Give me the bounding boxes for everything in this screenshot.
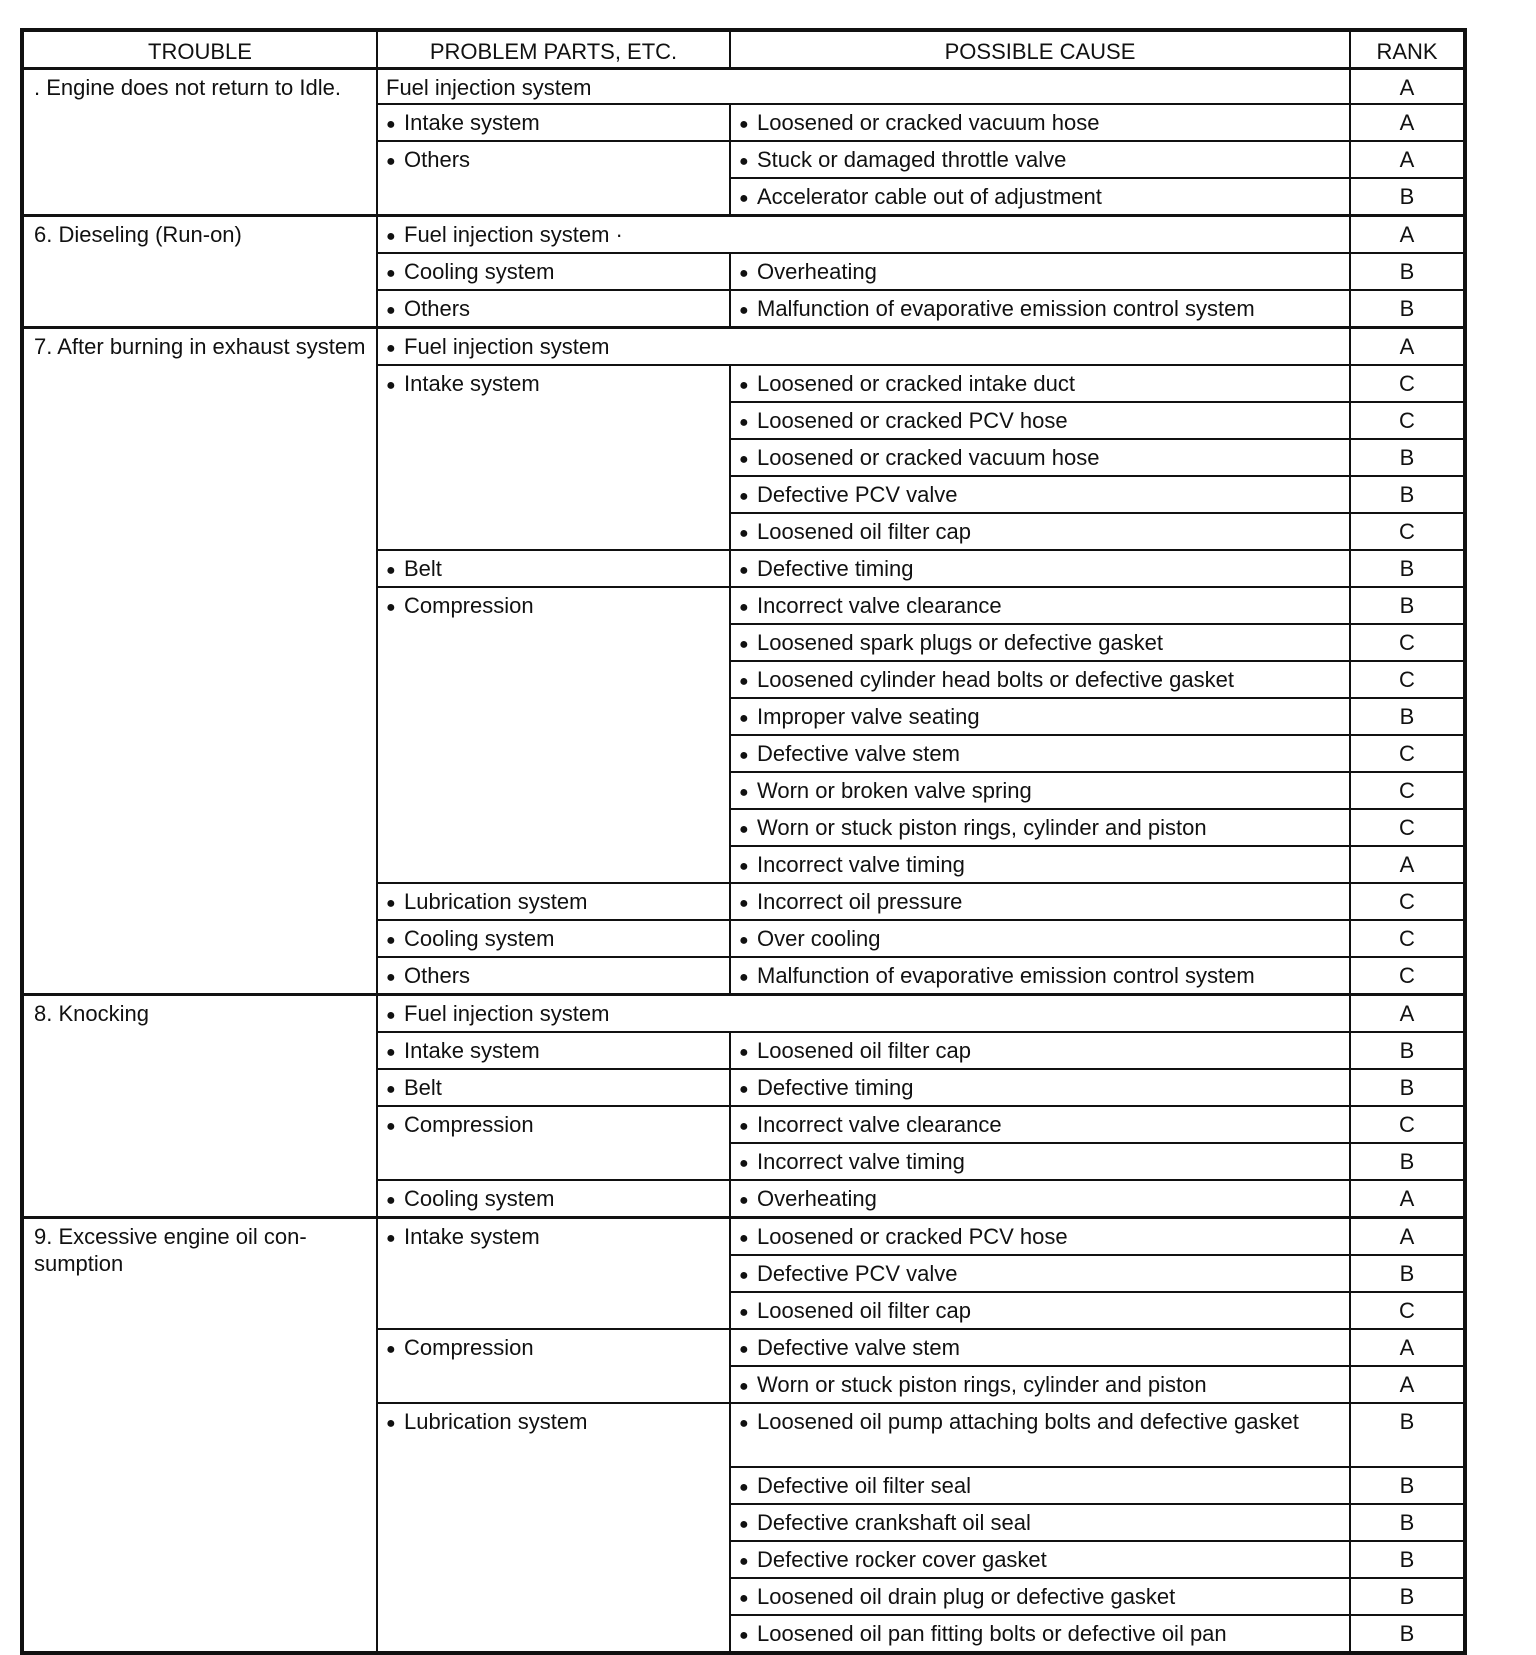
bullet-icon: ●: [739, 710, 749, 727]
rank-cell: C: [1350, 661, 1465, 698]
bullet-icon: ●: [386, 265, 396, 282]
problem-part-cell: [377, 957, 730, 995]
possible-cause-cell: [730, 587, 1350, 624]
rank-cell: C: [1350, 513, 1465, 550]
problem-part-cell: [377, 290, 730, 328]
possible-cause-cell: [730, 920, 1350, 957]
possible-cause-cell: [730, 772, 1350, 809]
possible-cause-cell: [730, 290, 1350, 328]
problem-part-label: Intake system: [404, 371, 540, 396]
problem-part-label: Lubrication system: [404, 1409, 588, 1434]
possible-cause-cell: [730, 1106, 1350, 1143]
possible-cause-cell: [730, 1504, 1350, 1541]
possible-cause-cell: [730, 1069, 1350, 1106]
possible-cause-label: Defective rocker cover gasket: [757, 1547, 1047, 1572]
bullet-icon: ●: [386, 1192, 396, 1209]
possible-cause-cell: [730, 141, 1350, 178]
possible-cause-cell: [730, 550, 1350, 587]
possible-cause-cell: [730, 365, 1350, 402]
rank-cell: B: [1350, 1403, 1465, 1467]
problem-part-cell: [377, 1106, 730, 1180]
problem-part-cell: [377, 1180, 730, 1218]
bullet-icon: ●: [739, 636, 749, 653]
rank-cell: B: [1350, 1143, 1465, 1180]
bullet-icon: ●: [739, 932, 749, 949]
possible-cause-cell: [730, 1467, 1350, 1504]
bullet-icon: ●: [739, 747, 749, 764]
problem-part-label: Compression: [404, 593, 534, 618]
possible-cause-label: Incorrect valve clearance: [757, 593, 1002, 618]
bullet-icon: ●: [386, 228, 396, 245]
problem-part-label: Others: [404, 296, 471, 321]
possible-cause-cell: [730, 735, 1350, 772]
possible-cause-label: Overheating: [757, 1186, 877, 1211]
header-possible-cause: POSSIBLE CAUSE: [730, 30, 1350, 69]
problem-part-label: Fuel injection system: [404, 1001, 610, 1026]
rank-cell: C: [1350, 624, 1465, 661]
possible-cause-cell: [730, 1032, 1350, 1069]
possible-cause-cell: [730, 1366, 1350, 1403]
bullet-icon: ●: [386, 340, 396, 357]
possible-cause-label: Worn or broken valve spring: [757, 778, 1032, 803]
bullet-icon: ●: [739, 1479, 749, 1496]
possible-cause-label: Loosened or cracked vacuum hose: [757, 110, 1100, 135]
possible-cause-cell: [730, 1218, 1350, 1256]
possible-cause-label: Loosened oil drain plug or defective gasket: [757, 1584, 1176, 1609]
problem-part-label: Cooling system: [404, 1186, 555, 1211]
problem-part-cell: [377, 1069, 730, 1106]
bullet-icon: ●: [739, 488, 749, 505]
possible-cause-label: Incorrect oil pressure: [757, 889, 963, 914]
bullet-icon: ●: [739, 265, 749, 282]
possible-cause-label: Loosened oil pump attaching bolts and defective gasket: [757, 1409, 1299, 1434]
rank-cell: A: [1350, 104, 1465, 141]
rank-cell: B: [1350, 476, 1465, 513]
problem-part-label: Others: [404, 963, 471, 988]
bullet-icon: ●: [739, 1590, 749, 1607]
rank-cell: A: [1350, 1366, 1465, 1403]
bullet-icon: ●: [739, 1230, 749, 1247]
rank-cell: A: [1350, 1180, 1465, 1218]
header-problem-parts: PROBLEM PARTS, ETC.: [377, 30, 730, 69]
rank-cell: B: [1350, 1255, 1465, 1292]
possible-cause-cell: [730, 846, 1350, 883]
bullet-icon: ●: [739, 525, 749, 542]
bullet-icon: ●: [739, 673, 749, 690]
problem-part-label: Belt: [404, 556, 442, 581]
bullet-icon: ●: [386, 1230, 396, 1247]
bullet-icon: ●: [739, 1267, 749, 1284]
bullet-icon: ●: [739, 1081, 749, 1098]
problem-part-label: Others: [404, 147, 471, 172]
bullet-icon: ●: [739, 858, 749, 875]
possible-cause-label: Loosened or cracked PCV hose: [757, 1224, 1068, 1249]
bullet-icon: ●: [739, 784, 749, 801]
bullet-icon: ●: [739, 116, 749, 133]
bullet-icon: ●: [739, 969, 749, 986]
header-row: [22, 30, 1465, 69]
possible-cause-cell: [730, 1541, 1350, 1578]
rank-cell: A: [1350, 1329, 1465, 1366]
possible-cause-label: Malfunction of evaporative emission control system: [757, 963, 1255, 988]
bullet-icon: ●: [739, 562, 749, 579]
bullet-icon: ●: [386, 377, 396, 394]
trouble-cell: 7. After burning in exhaust system: [22, 328, 377, 995]
problem-part-cell: [377, 550, 730, 587]
rank-cell: A: [1350, 216, 1465, 254]
rank-cell: C: [1350, 1106, 1465, 1143]
possible-cause-label: Over cooling: [757, 926, 881, 951]
problem-part-label: Compression: [404, 1112, 534, 1137]
possible-cause-label: Defective PCV valve: [757, 1261, 958, 1286]
bullet-icon: ●: [386, 1007, 396, 1024]
table-row: [22, 1218, 1465, 1256]
rank-cell: B: [1350, 587, 1465, 624]
bullet-icon: ●: [386, 302, 396, 319]
rank-cell: B: [1350, 550, 1465, 587]
possible-cause-cell: [730, 661, 1350, 698]
rank-cell: B: [1350, 1615, 1465, 1653]
problem-part-label: Intake system: [404, 1224, 540, 1249]
possible-cause-cell: [730, 1403, 1350, 1467]
header-rank: RANK: [1350, 30, 1465, 69]
bullet-icon: ●: [386, 153, 396, 170]
possible-cause-label: Defective PCV valve: [757, 482, 958, 507]
rank-cell: A: [1350, 328, 1465, 366]
bullet-icon: ●: [386, 932, 396, 949]
possible-cause-label: Worn or stuck piston rings, cylinder and piston: [757, 815, 1207, 840]
problem-part-cell: [377, 141, 730, 216]
rank-cell: C: [1350, 365, 1465, 402]
possible-cause-cell: [730, 1615, 1350, 1653]
table-row: [22, 995, 1465, 1033]
bullet-icon: ●: [739, 153, 749, 170]
rank-cell: C: [1350, 735, 1465, 772]
possible-cause-label: Incorrect valve timing: [757, 1149, 965, 1174]
possible-cause-label: Loosened or cracked intake duct: [757, 371, 1075, 396]
rank-cell: C: [1350, 920, 1465, 957]
problem-part-cell: [377, 1218, 730, 1330]
bullet-icon: ●: [386, 895, 396, 912]
problem-part-cell: [377, 1329, 730, 1403]
rank-cell: A: [1350, 141, 1465, 178]
problem-part-label: Compression: [404, 1335, 534, 1360]
problem-part-label: Cooling system: [404, 259, 555, 284]
rank-cell: B: [1350, 698, 1465, 735]
bullet-icon: ●: [386, 969, 396, 986]
possible-cause-label: Loosened or cracked vacuum hose: [757, 445, 1100, 470]
possible-cause-cell: [730, 1578, 1350, 1615]
possible-cause-cell: [730, 476, 1350, 513]
bullet-icon: ●: [739, 895, 749, 912]
bullet-icon: ●: [739, 302, 749, 319]
bullet-icon: ●: [739, 599, 749, 616]
possible-cause-label: Loosened oil filter cap: [757, 519, 972, 544]
bullet-icon: ●: [739, 1553, 749, 1570]
trouble-cell: 6. Dieseling (Run-on): [22, 216, 377, 328]
possible-cause-cell: [730, 957, 1350, 995]
rank-cell: A: [1350, 69, 1465, 105]
possible-cause-label: Worn or stuck piston rings, cylinder and piston: [757, 1372, 1207, 1397]
bullet-icon: ●: [739, 377, 749, 394]
table-row: [22, 216, 1465, 254]
bullet-icon: ●: [386, 562, 396, 579]
bullet-icon: ●: [739, 1627, 749, 1644]
bullet-icon: ●: [739, 1415, 749, 1432]
possible-cause-cell: [730, 178, 1350, 216]
problem-part-cell: [377, 216, 1350, 254]
problem-part-label: Fuel injection system: [386, 75, 592, 100]
possible-cause-cell: [730, 624, 1350, 661]
bullet-icon: ●: [739, 190, 749, 207]
bullet-icon: ●: [739, 1192, 749, 1209]
possible-cause-cell: [730, 1143, 1350, 1180]
bullet-icon: ●: [386, 599, 396, 616]
rank-cell: C: [1350, 809, 1465, 846]
rank-cell: C: [1350, 1292, 1465, 1329]
possible-cause-label: Loosened oil pan fitting bolts or defective oil pan: [757, 1621, 1227, 1646]
bullet-icon: ●: [386, 1081, 396, 1098]
possible-cause-label: Loosened oil filter cap: [757, 1038, 972, 1063]
possible-cause-label: Improper valve seating: [757, 704, 980, 729]
table-row: [22, 69, 1465, 105]
bullet-icon: ●: [739, 1516, 749, 1533]
rank-cell: A: [1350, 995, 1465, 1033]
possible-cause-label: Defective valve stem: [757, 741, 960, 766]
possible-cause-label: Defective timing: [757, 556, 914, 581]
possible-cause-cell: [730, 1180, 1350, 1218]
problem-part-cell: [377, 587, 730, 883]
bullet-icon: ●: [386, 1118, 396, 1135]
rank-cell: C: [1350, 957, 1465, 995]
bullet-icon: ●: [739, 821, 749, 838]
rank-cell: B: [1350, 1467, 1465, 1504]
problem-part-label: Intake system: [404, 1038, 540, 1063]
bullet-icon: ●: [386, 1341, 396, 1358]
possible-cause-label: Incorrect valve clearance: [757, 1112, 1002, 1137]
troubleshooting-table: [20, 28, 1467, 1655]
bullet-icon: ●: [739, 1341, 749, 1358]
possible-cause-label: Stuck or damaged throttle valve: [757, 147, 1067, 172]
possible-cause-cell: [730, 439, 1350, 476]
possible-cause-cell: [730, 698, 1350, 735]
possible-cause-cell: [730, 883, 1350, 920]
problem-part-cell: [377, 995, 1350, 1033]
rank-cell: B: [1350, 178, 1465, 216]
problem-part-cell: [377, 69, 1350, 105]
possible-cause-label: Defective oil filter seal: [757, 1473, 971, 1498]
possible-cause-cell: [730, 1329, 1350, 1366]
rank-cell: B: [1350, 1541, 1465, 1578]
possible-cause-label: Accelerator cable out of adjustment: [757, 184, 1102, 209]
problem-part-cell: [377, 920, 730, 957]
problem-part-cell: [377, 328, 1350, 366]
problem-part-label: Intake system: [404, 110, 540, 135]
table-row: [22, 328, 1465, 366]
rank-cell: B: [1350, 1504, 1465, 1541]
rank-cell: B: [1350, 439, 1465, 476]
possible-cause-label: Defective crankshaft oil seal: [757, 1510, 1031, 1535]
possible-cause-label: Loosened oil filter cap: [757, 1298, 972, 1323]
possible-cause-label: Loosened cylinder head bolts or defective gasket: [757, 667, 1234, 692]
rank-cell: C: [1350, 772, 1465, 809]
rank-cell: B: [1350, 1069, 1465, 1106]
problem-part-cell: [377, 365, 730, 550]
problem-part-cell: [377, 253, 730, 290]
trouble-cell: 8. Knocking: [22, 995, 377, 1218]
problem-part-label: Belt: [404, 1075, 442, 1100]
bullet-icon: ●: [739, 1378, 749, 1395]
bullet-icon: ●: [739, 414, 749, 431]
problem-part-cell: [377, 104, 730, 141]
possible-cause-cell: [730, 104, 1350, 141]
possible-cause-cell: [730, 1255, 1350, 1292]
possible-cause-cell: [730, 1292, 1350, 1329]
rank-cell: B: [1350, 290, 1465, 328]
problem-part-cell: [377, 883, 730, 920]
possible-cause-label: Defective timing: [757, 1075, 914, 1100]
bullet-icon: ●: [386, 1415, 396, 1432]
possible-cause-cell: [730, 809, 1350, 846]
possible-cause-cell: [730, 253, 1350, 290]
trouble-cell: 9. Excessive engine oil con-sumption: [22, 1218, 377, 1654]
problem-part-label: Lubrication system: [404, 889, 588, 914]
header-trouble: TROUBLE: [22, 30, 377, 69]
rank-cell: A: [1350, 1218, 1465, 1256]
possible-cause-label: Loosened spark plugs or defective gasket: [757, 630, 1164, 655]
possible-cause-label: Incorrect valve timing: [757, 852, 965, 877]
table-body: [22, 69, 1465, 1654]
bullet-icon: ●: [739, 451, 749, 468]
bullet-icon: ●: [739, 1118, 749, 1135]
possible-cause-cell: [730, 513, 1350, 550]
rank-cell: B: [1350, 1032, 1465, 1069]
possible-cause-cell: [730, 402, 1350, 439]
bullet-icon: ●: [739, 1304, 749, 1321]
possible-cause-label: Defective valve stem: [757, 1335, 960, 1360]
bullet-icon: ●: [739, 1044, 749, 1061]
bullet-icon: ●: [386, 116, 396, 133]
rank-cell: C: [1350, 883, 1465, 920]
rank-cell: B: [1350, 253, 1465, 290]
problem-part-label: Cooling system: [404, 926, 555, 951]
rank-cell: A: [1350, 846, 1465, 883]
problem-part-cell: [377, 1032, 730, 1069]
possible-cause-label: Overheating: [757, 259, 877, 284]
rank-cell: C: [1350, 402, 1465, 439]
problem-part-cell: [377, 1403, 730, 1653]
bullet-icon: ●: [386, 1044, 396, 1061]
problem-part-label: Fuel injection system ·: [404, 222, 623, 247]
rank-cell: B: [1350, 1578, 1465, 1615]
problem-part-label: Fuel injection system: [404, 334, 610, 359]
possible-cause-label: Loosened or cracked PCV hose: [757, 408, 1068, 433]
bullet-icon: ●: [739, 1155, 749, 1172]
trouble-cell: . Engine does not return to Idle.: [22, 69, 377, 216]
possible-cause-label: Malfunction of evaporative emission control system: [757, 296, 1255, 321]
